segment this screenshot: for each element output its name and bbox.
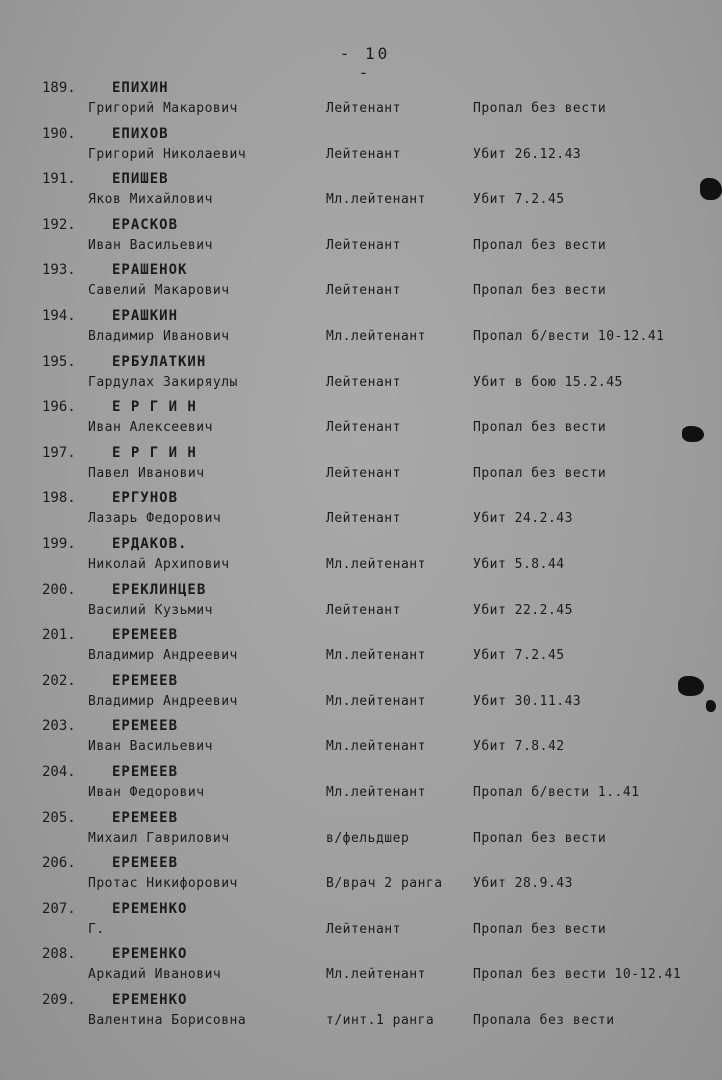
surname: ЕРАШЕНОК xyxy=(112,262,188,278)
rank: Мл.лейтенант xyxy=(326,739,426,754)
rank: Мл.лейтенант xyxy=(326,785,426,800)
rank: Лейтенант xyxy=(326,511,401,526)
entry-number: 195. xyxy=(42,354,76,370)
fate-status: Пропал б/вести 10-12.41 xyxy=(473,329,665,344)
rank: Лейтенант xyxy=(326,101,401,116)
given-names: Владимир Иванович xyxy=(88,329,230,344)
rank: Лейтенант xyxy=(326,238,401,253)
given-names: Михаил Гаврилович xyxy=(88,831,230,846)
list-item xyxy=(0,810,722,854)
given-names: Иван Васильевич xyxy=(88,238,213,253)
entry-number: 192. xyxy=(42,217,76,233)
list-item xyxy=(0,536,722,580)
punch-hole xyxy=(700,178,722,200)
surname: ЕРЕКЛИНЦЕВ xyxy=(112,582,207,598)
list-item xyxy=(0,901,722,945)
given-names: Владимир Андреевич xyxy=(88,694,238,709)
entry-number: 209. xyxy=(42,992,76,1008)
fate-status: Пропал без вести xyxy=(473,831,607,846)
rank: Лейтенант xyxy=(326,375,401,390)
rank: Лейтенант xyxy=(326,922,401,937)
given-names: Лазарь Федорович xyxy=(88,511,222,526)
surname: ЕРБУЛАТКИН xyxy=(112,354,207,370)
rank: Лейтенант xyxy=(326,466,401,481)
given-names: Иван Федорович xyxy=(88,785,205,800)
fate-status: Убит 7.2.45 xyxy=(473,648,565,663)
surname: ЕРЕМЕЕВ xyxy=(112,810,179,826)
list-item xyxy=(0,171,722,215)
list-item xyxy=(0,627,722,671)
entry-number: 198. xyxy=(42,490,76,506)
fate-status: Убит 28.9.43 xyxy=(473,876,573,891)
fate-status: Убит 24.2.43 xyxy=(473,511,573,526)
surname: ЕПИХОВ xyxy=(112,126,169,142)
surname: ЕРЕМЕЕВ xyxy=(112,855,179,871)
given-names: Иван Васильевич xyxy=(88,739,213,754)
fate-status: Пропал без вести xyxy=(473,283,607,298)
list-item xyxy=(0,992,722,1036)
list-item xyxy=(0,399,722,443)
list-item xyxy=(0,855,722,899)
rank: т/инт.1 ранга xyxy=(326,1013,435,1028)
given-names: Яков Михайлович xyxy=(88,192,213,207)
given-names: Савелий Макарович xyxy=(88,283,230,298)
list-item xyxy=(0,262,722,306)
surname: ЕРЕМЕНКО xyxy=(112,992,188,1008)
page-number: - 10 - xyxy=(339,44,391,82)
surname: Е Р Г И Н xyxy=(112,399,197,415)
rank: Мл.лейтенант xyxy=(326,694,426,709)
surname: Е Р Г И Н xyxy=(112,445,197,461)
entry-number: 207. xyxy=(42,901,76,917)
surname: ЕРЕМЕНКО xyxy=(112,946,188,962)
list-item xyxy=(0,582,722,626)
rank: Мл.лейтенант xyxy=(326,557,426,572)
entry-number: 190. xyxy=(42,126,76,142)
list-item xyxy=(0,80,722,124)
rank: Лейтенант xyxy=(326,283,401,298)
surname: ЕРАСКОВ xyxy=(112,217,179,233)
rank: Мл.лейтенант xyxy=(326,192,426,207)
fate-status: Пропал без вести xyxy=(473,420,607,435)
surname: ЕРЕМЕЕВ xyxy=(112,764,179,780)
fate-status: Пропала без вести xyxy=(473,1013,615,1028)
given-names: Владимир Андреевич xyxy=(88,648,238,663)
fate-status: Пропал без вести xyxy=(473,922,607,937)
list-item xyxy=(0,946,722,990)
surname: ЕРЕМЕЕВ xyxy=(112,673,179,689)
surname: ЕРАШКИН xyxy=(112,308,179,324)
rank: Мл.лейтенант xyxy=(326,967,426,982)
list-item xyxy=(0,308,722,352)
entry-number: 204. xyxy=(42,764,76,780)
given-names: Григорий Макарович xyxy=(88,101,238,116)
list-item xyxy=(0,673,722,717)
rank: Лейтенант xyxy=(326,147,401,162)
list-item xyxy=(0,764,722,808)
entry-number: 205. xyxy=(42,810,76,826)
entry-number: 191. xyxy=(42,171,76,187)
surname: ЕРЕМЕЕВ xyxy=(112,718,179,734)
given-names: Григорий Николаевич xyxy=(88,147,247,162)
fate-status: Убит 7.8.42 xyxy=(473,739,565,754)
list-item xyxy=(0,490,722,534)
entry-number: 200. xyxy=(42,582,76,598)
given-names: Гардулах Закиряулы xyxy=(88,375,238,390)
list-item xyxy=(0,217,722,261)
punch-hole xyxy=(678,676,704,696)
fate-status: Убит 5.8.44 xyxy=(473,557,565,572)
entry-number: 202. xyxy=(42,673,76,689)
list-item xyxy=(0,354,722,398)
rank: в/фельдшер xyxy=(326,831,410,846)
surname: ЕРГУНОВ xyxy=(112,490,179,506)
punch-hole xyxy=(682,426,704,442)
fate-status: Пропал б/вести 1..41 xyxy=(473,785,640,800)
surname: ЕПИХИН xyxy=(112,80,169,96)
entry-number: 203. xyxy=(42,718,76,734)
entry-number: 199. xyxy=(42,536,76,552)
punch-hole xyxy=(706,700,716,712)
entry-number: 194. xyxy=(42,308,76,324)
list-item xyxy=(0,126,722,170)
entry-number: 189. xyxy=(42,80,76,96)
surname: ЕРЕМЕЕВ xyxy=(112,627,179,643)
given-names: Павел Иванович xyxy=(88,466,205,481)
given-names: Валентина Борисовна xyxy=(88,1013,247,1028)
given-names: Протас Никифорович xyxy=(88,876,238,891)
surname: ЕРЕМЕНКО xyxy=(112,901,188,917)
rank: Мл.лейтенант xyxy=(326,329,426,344)
rank: Мл.лейтенант xyxy=(326,648,426,663)
rank: Лейтенант xyxy=(326,420,401,435)
given-names: Василий Кузьмич xyxy=(88,603,213,618)
fate-status: Пропал без вести xyxy=(473,101,607,116)
entry-number: 196. xyxy=(42,399,76,415)
fate-status: Пропал без вести xyxy=(473,238,607,253)
surname: ЕРДАКОВ. xyxy=(112,536,188,552)
fate-status: Убит 26.12.43 xyxy=(473,147,582,162)
entry-number: 206. xyxy=(42,855,76,871)
list-item xyxy=(0,445,722,489)
entry-number: 208. xyxy=(42,946,76,962)
given-names: Г. xyxy=(88,922,105,937)
entry-number: 193. xyxy=(42,262,76,278)
surname: ЕПИШЕВ xyxy=(112,171,169,187)
entry-number: 201. xyxy=(42,627,76,643)
fate-status: Убит 22.2.45 xyxy=(473,603,573,618)
given-names: Иван Алексеевич xyxy=(88,420,213,435)
fate-status: Пропал без вести 10-12.41 xyxy=(473,967,682,982)
fate-status: Пропал без вести xyxy=(473,466,607,481)
fate-status: Убит 7.2.45 xyxy=(473,192,565,207)
given-names: Николай Архипович xyxy=(88,557,230,572)
entry-number: 197. xyxy=(42,445,76,461)
rank: В/врач 2 ранга xyxy=(326,876,443,891)
list-item xyxy=(0,718,722,762)
fate-status: Убит 30.11.43 xyxy=(473,694,582,709)
given-names: Аркадий Иванович xyxy=(88,967,222,982)
rank: Лейтенант xyxy=(326,603,401,618)
fate-status: Убит в бою 15.2.45 xyxy=(473,375,623,390)
